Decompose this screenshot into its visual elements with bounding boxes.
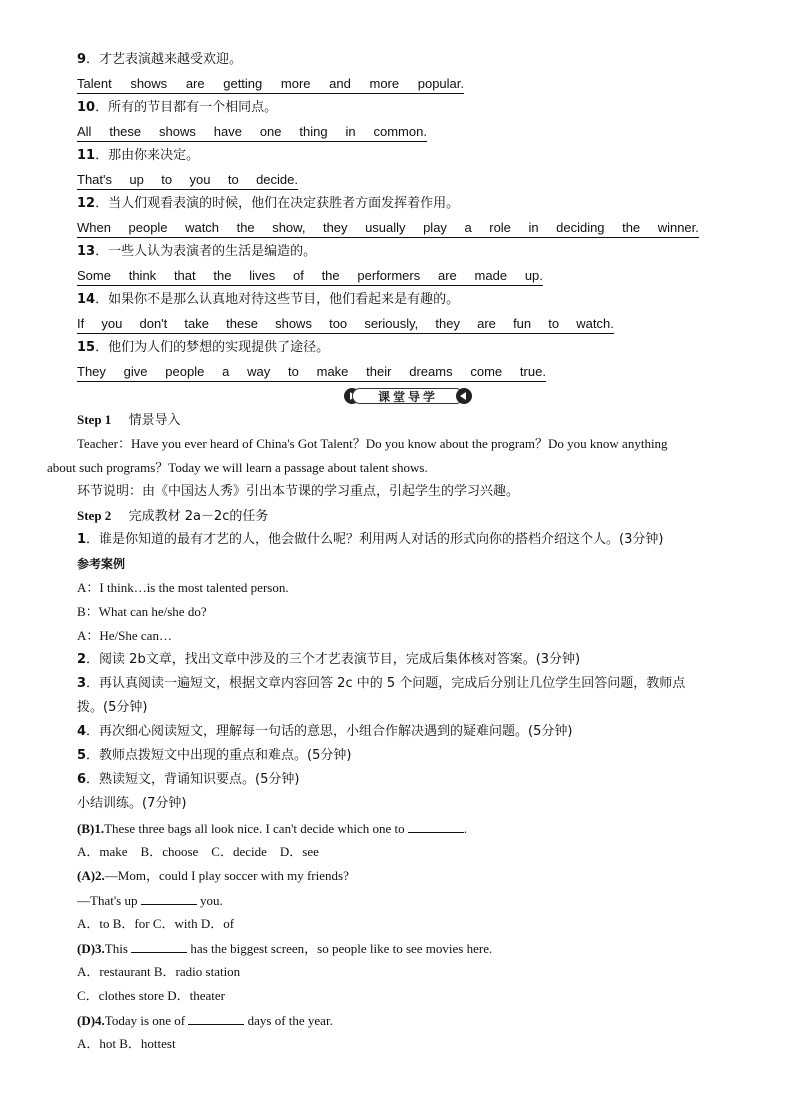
step2-item1: 1．谁是你知道的最有才艺的人，他会做什么呢？利用两人对话的形式向你的搭档介绍这个人。(3分钟) — [77, 532, 664, 547]
chinese-sentence: ．一些人认为表演者的生活是编造的。 — [95, 244, 317, 259]
translation-cn-11 — [77, 148, 199, 164]
banner-pill — [352, 388, 464, 404]
step2-item3: 3．再认真阅读一遍短文，根据文章内容回答 2c 中的 5 个问题，完成后分别让几位学生回答问题，教师点 — [77, 676, 686, 691]
answer-word: shows — [130, 76, 168, 91]
answer-word: make — [316, 364, 349, 379]
quiz-q4-options: A．hot B．hottest — [77, 1036, 176, 1051]
answer-word: winner. — [657, 220, 699, 235]
answer-word: in — [528, 220, 539, 235]
answer-word: in — [345, 124, 356, 139]
translation-en-12 — [77, 220, 699, 238]
step2-item5: 5．教师点拨短文中出现的重点和难点。(5分钟) — [77, 748, 352, 763]
answer-blank — [408, 820, 464, 833]
answer-word: to — [161, 172, 173, 187]
answer-word: common. — [373, 124, 427, 139]
translation-cn-14 — [77, 292, 459, 308]
answer-word: getting — [223, 76, 263, 91]
dialog-line-a2: A：He/She can… — [77, 628, 172, 643]
answer-word: play — [423, 220, 447, 235]
step2-heading: Step 2 — [77, 508, 112, 523]
translation-cn-12 — [77, 196, 459, 212]
translation-cn-10 — [77, 100, 277, 116]
item-number: 11 — [77, 148, 96, 163]
answer-word: a — [222, 364, 230, 379]
banner-title: 课堂导学 — [377, 389, 438, 404]
answer-word: are — [185, 76, 205, 91]
item-number: 15 — [77, 340, 96, 355]
step1-teacher-line2: about such programs？Today we will learn a passage about talent shows. — [47, 460, 428, 475]
step1-heading-row — [77, 412, 181, 429]
answer-word: people — [165, 364, 205, 379]
answer-word: Some — [77, 268, 111, 283]
answer-word: a — [464, 220, 472, 235]
answer-word: shows — [275, 316, 312, 331]
answer-word: these — [226, 316, 258, 331]
answer-word: more — [369, 76, 400, 91]
answer-word: take — [184, 316, 209, 331]
quiz-q2-options: A．to B．for C．with D．of — [77, 916, 235, 931]
answer-word: these — [109, 124, 142, 139]
step2-item4: 4．再次细心阅读短文，理解每一句话的意思，小组合作解决遇到的疑难问题。(5分钟) — [77, 724, 573, 739]
answer-word: watch — [185, 220, 220, 235]
translation-en-9 — [77, 76, 464, 94]
answer-word: you — [189, 172, 211, 187]
answer-word: are — [477, 316, 496, 331]
answer-word: up. — [524, 268, 543, 283]
answer-word: the — [213, 268, 232, 283]
translation-en-15 — [77, 364, 546, 382]
chinese-sentence: ．当人们观看表演的时候，他们在决定获胜者方面发挥着作用。 — [95, 196, 460, 211]
answer-word: That's — [77, 172, 112, 187]
chinese-sentence: ．才艺表演越来越受欢迎。 — [86, 52, 243, 67]
answer-word: popular. — [417, 76, 464, 91]
step1-note: 环节说明：由《中国达人秀》引出本节课的学习重点，引起学生的学习兴趣。 — [77, 484, 520, 499]
translation-en-11 — [77, 172, 298, 190]
answer-word: watch. — [576, 316, 614, 331]
answer-blank — [188, 1012, 244, 1025]
step2-item2: 2．阅读 2b文章，找出文章中涉及的三个才艺表演节目，完成后集体核对答案。(3分钟) — [77, 652, 581, 667]
step1-heading: Step 1 — [77, 412, 112, 427]
answer-word: thing — [299, 124, 328, 139]
step2-heading-cn: 完成教材 2a－2c的任务 — [128, 509, 269, 524]
chinese-sentence: ．他们为人们的梦想的实现提供了途径。 — [95, 340, 330, 355]
answer-word: lives — [249, 268, 276, 283]
translation-en-13 — [77, 268, 543, 286]
answer-word: deciding — [556, 220, 605, 235]
answer-word: to — [288, 364, 299, 379]
answer-word: show, — [272, 220, 306, 235]
section-banner — [342, 386, 474, 406]
quiz-q2: (A)2.—Mom，could I play soccer with my friends? — [77, 868, 349, 883]
answer-word: performers — [357, 268, 421, 283]
example-label: 参考案例 — [77, 557, 126, 571]
step2-item3-cont: 拨。(5分钟) — [77, 700, 148, 715]
quiz-q3-options1: A．restaurant B．radio station — [77, 964, 241, 979]
answer-word: When — [77, 220, 111, 235]
chinese-sentence: ．所有的节目都有一个相同点。 — [95, 100, 278, 115]
answer-word: fun — [513, 316, 532, 331]
answer-word: All — [77, 124, 92, 139]
answer-word: Talent — [77, 76, 112, 91]
answer-word: true. — [519, 364, 546, 379]
item-number: 13 — [77, 244, 96, 259]
translation-en-10 — [77, 124, 427, 142]
answer-word: are — [438, 268, 457, 283]
answer-word: dreams — [409, 364, 453, 379]
item-number: 10 — [77, 100, 96, 115]
chinese-sentence: ．如果你不是那么认真地对待这些节目，他们看起来是有趣的。 — [95, 292, 460, 307]
answer-word: you — [101, 316, 123, 331]
answer-word: made — [474, 268, 508, 283]
translation-cn-13 — [77, 244, 316, 260]
answer-word: don't — [139, 316, 168, 331]
step2-heading-row — [77, 508, 268, 525]
answer-word: usually — [365, 220, 406, 235]
answer-word: they — [322, 220, 348, 235]
quiz-q1-options: A．make B．choose C．decide D．see — [77, 844, 319, 859]
answer-word: more — [280, 76, 311, 91]
answer-blank — [141, 892, 197, 905]
answer-word: come — [470, 364, 503, 379]
item-number: 12 — [77, 196, 96, 211]
answer-word: role — [489, 220, 511, 235]
answer-word: decide. — [256, 172, 298, 187]
quiz-q3: (D)3.This has the biggest screen，so people like to see movies here. — [77, 941, 493, 956]
answer-word: seriously, — [364, 316, 419, 331]
quiz-q3-options2: C．clothes store D．theater — [77, 988, 226, 1003]
answer-word: the — [321, 268, 340, 283]
answer-word: give — [123, 364, 148, 379]
dialog-line-a1: A：I think…is the most talented person. — [77, 580, 289, 595]
answer-word: that — [173, 268, 196, 283]
answer-word: of — [292, 268, 304, 283]
answer-word: way — [247, 364, 271, 379]
step1-teacher-line1: Teacher：Have you ever heard of China's Got Talent？Do you know about the program？Do you know anything — [77, 436, 668, 451]
answer-word: the — [236, 220, 255, 235]
answer-word: shows — [159, 124, 196, 139]
quiz-q2-line2: —That's up you. — [77, 893, 223, 908]
answer-word: have — [213, 124, 242, 139]
answer-word: think — [128, 268, 157, 283]
answer-word: to — [227, 172, 239, 187]
answer-word: the — [622, 220, 641, 235]
item-number: 9 — [77, 52, 87, 67]
answer-word: to — [548, 316, 560, 331]
step2-item6: 6．熟读短文，背诵知识要点。(5分钟) — [77, 772, 300, 787]
answer-word: If — [77, 316, 85, 331]
answer-word: too — [329, 316, 348, 331]
answer-word: they — [435, 316, 460, 331]
answer-blank — [131, 940, 187, 953]
item-number: 14 — [77, 292, 96, 307]
answer-word: one — [259, 124, 282, 139]
answer-word: and — [329, 76, 351, 91]
summary-line: 小结训练。(7分钟) — [77, 796, 187, 811]
step1-heading-cn: 情景导入 — [128, 413, 181, 428]
quiz-q4: (D)4.Today is one of days of the year. — [77, 1013, 333, 1028]
answer-word: their — [366, 364, 392, 379]
arrow-left-icon — [456, 388, 472, 404]
answer-word: people — [128, 220, 168, 235]
translation-cn-15 — [77, 340, 329, 356]
dialog-line-b: B：What can he/she do? — [77, 604, 207, 619]
answer-word: They — [77, 364, 106, 379]
translation-en-14 — [77, 316, 614, 334]
quiz-q1: (B)1.These three bags all look nice. I can't decide which one to . — [77, 821, 468, 836]
translation-cn-9 — [77, 52, 242, 68]
chinese-sentence: ．那由你来决定。 — [95, 148, 200, 163]
answer-word: up — [129, 172, 144, 187]
